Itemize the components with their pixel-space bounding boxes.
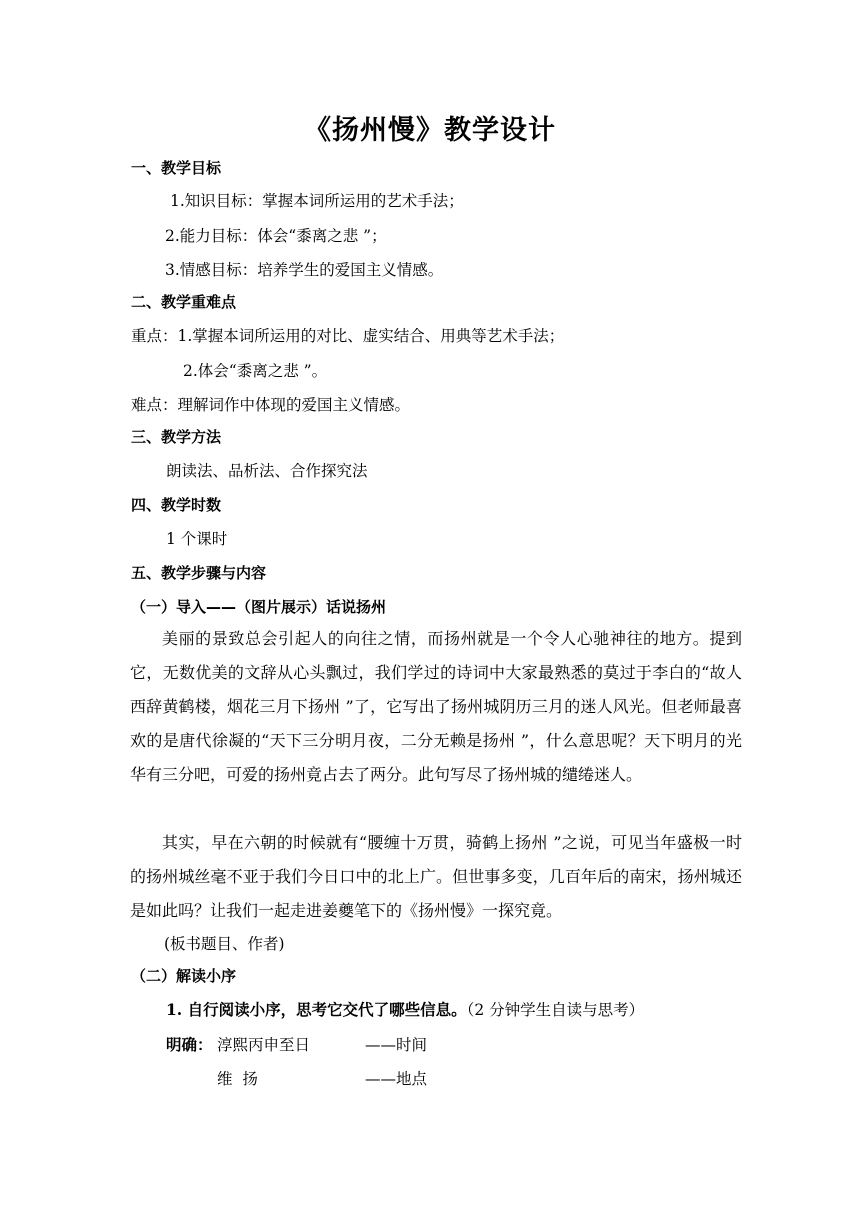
- hours-text: 1 个课时: [166, 530, 228, 548]
- section-heading-key-points: 二、教学重难点: [131, 293, 237, 311]
- answer-item: 维 扬: [217, 1070, 258, 1088]
- answer-tag: ——地点: [365, 1070, 428, 1088]
- answer-item: 淳熙丙申至日: [217, 1036, 311, 1054]
- subsection-heading-preface: （二）解读小序: [131, 967, 237, 985]
- question-text: 1. 自行阅读小序，思考它交代了哪些信息。: [166, 1000, 467, 1019]
- question-line: [166, 1000, 644, 1020]
- section-heading-hours: 四、教学时数: [131, 496, 222, 514]
- key-point-text: 2.体会“黍离之悲 ”。: [183, 362, 328, 380]
- section-heading-methods: 三、教学方法: [131, 428, 222, 446]
- methods-text: 朗读法、品析法、合作探究法: [166, 462, 368, 480]
- difficulty-text: 难点：理解词作中体现的爱国主义情感。: [131, 396, 411, 414]
- section-heading-steps: 五、教学步骤与内容: [131, 564, 267, 582]
- answer-label: 明确：: [166, 1035, 213, 1054]
- intro-paragraph: 美丽的景致总会引起人的向往之情，而扬州就是一个令人心驰神往的地方。提到它，无数优美的文辞从心头飘过，我们学过的诗词中大家最熟悉的莫过于李白的“故人西辞黄鹤楼，烟花三月下扬州 ”了，它写出了扬州城阴历三月的迷人风光。但老师最喜欢的是唐代徐凝的“天下三分明月夜，二分无赖是扬州 ”，什么意思呢？天下明月的光华有三分吧，可爱的扬州竟占去了两分。此句写尽了扬州城的缱绻迷人。: [130, 629, 742, 784]
- section-heading-objectives: 一、教学目标: [131, 159, 222, 177]
- key-point-text: 重点：1.掌握本词所运用的对比、虚实结合、用典等艺术手法；: [131, 327, 565, 345]
- objective-item: 1.知识目标：掌握本词所运用的艺术手法；: [170, 192, 464, 210]
- board-note: (板书题目、作者): [164, 935, 285, 953]
- subsection-heading-intro: （一）导入——（图片展示）话说扬州: [131, 598, 387, 616]
- question-note: （2 分钟学生自读与思考）: [466, 1001, 645, 1019]
- objective-item: 2.能力目标：体会“黍离之悲 ”；: [165, 227, 387, 245]
- answer-tag: ——时间: [365, 1036, 428, 1054]
- intro-paragraph: 其实，早在六朝的时候就有“腰缠十万贯，骑鹤上扬州 ”之说，可见当年盛极一时的扬州城丝毫不亚于我们今日口中的北上广。但世事多变，几百年后的南宋，扬州城还是如此吗？让我们一起走进姜夔笔下的《扬州慢》一探究竟。: [130, 833, 742, 920]
- page-title: 《扬州慢》教学设计: [304, 115, 556, 146]
- objective-item: 3.情感目标：培养学生的爱国主义情感。: [165, 261, 444, 279]
